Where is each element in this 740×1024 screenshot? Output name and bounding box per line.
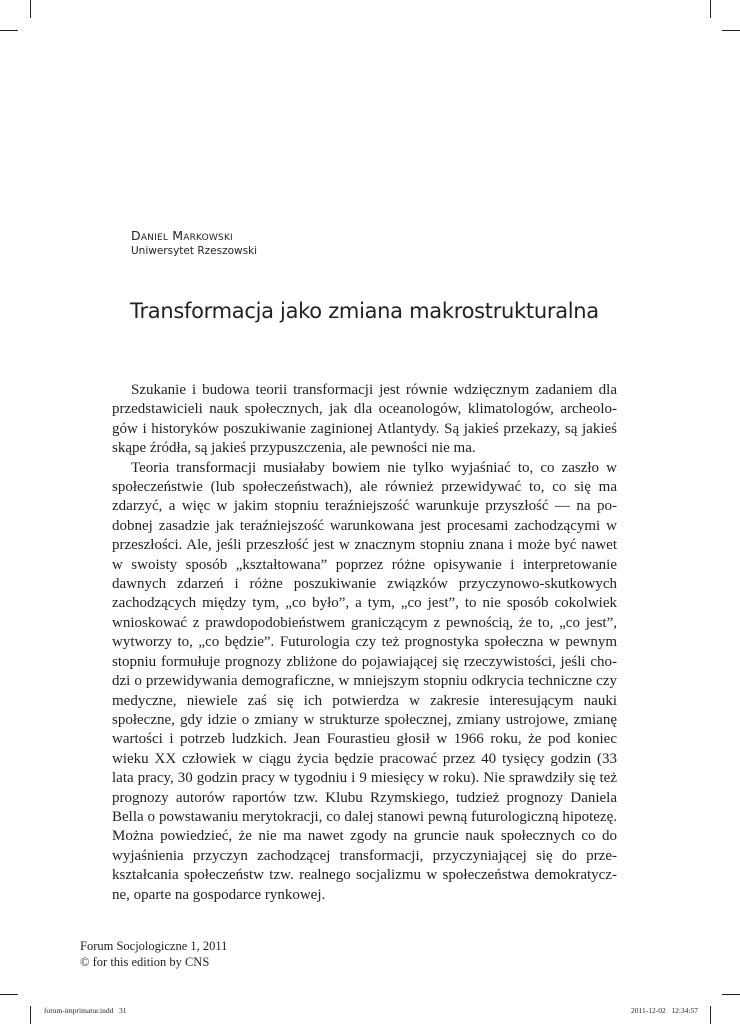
- paragraph-2: Teoria transformacji musiałaby bowiem nie tylko wyjaśniać to, co zaszło w społeczeństwie (lub społeczeństwach), ale również przewidywać to, co się ma zdarzyć, a więc w jakim stopniu teraźniejszość warunkuje przyszłość — na podobnej zasadzie jak teraźniejszość warunkowana jest procesami zachodzącymi w przeszłości. Ale, jeśli przeszłość jest w znacznym stopniu znana i może być nawet w swoisty sposób „kształtowana” poprzez różne opisywanie i interpretowanie dawnych zdarzeń i różne poszukiwanie związków przyczynowo-skutkowych zachodzących między tym, „co było”, a tym, „co jest”, to nie sposób cokolwiek wnioskować z prawdopodobieństwem graniczącym z pewnością, że to, „co jest”, wytworzy to, „co będzie”. Futurologia czy też prognostyka społeczna w pewnym stopniu formułuje prognozy zbliżone do pojawiającej się rzeczywistości, jeśli chodzi o przewidywania demograficzne, w mniejszym stopniu odkrycia techniczne czy medyczne, niewiele zaś się ich potwierdza w zakresie interesującym nauki społeczne, gdy idzie o zmiany w strukturze społecznej, zmiany ustrojowe, zmianę wartości i potrzeb ludzkich. Jean Fourastieu głosił w 1966 roku, że pod koniec wieku XX człowiek w ciągu życia będzie pracować przez 40 tysięcy godzin (33 lata pracy, 30 godzin pracy w tygodniu i 9 miesięcy w roku). Nie sprawdziły się też prognozy autorów raportów tzw. Klubu Rzymskiego, tudzież prognozy Daniela Bella o powstawaniu merytokracji, co dalej stanowi pewną futurologiczną hipotezę. Można powiedzieć, że nie ma nawet zgody na gruncie nauk społecznych co do wyjaśnienia przyczyn zachodzącej transformacji, przyczyniającej się do przekształcania społeczeństw tzw. realnego socjalizmu w społeczeństwa demokratyczne, oparte na gospodarce rynkowej.: [112, 459, 617, 903]
- copyright-notice: © for this edition by CNS: [80, 955, 210, 969]
- crop-mark-bottom-left-horizontal: [0, 994, 18, 995]
- article-body: [112, 381, 617, 905]
- paragraph-1: Szukanie i budowa teorii transformacji jest równie wdzięcznym zadaniem dla przedstawicieli nauk społecznych, jak dla oceanologów, klimatologów, archeologów i historyków poszukiwanie zaginionej Atlantydy. Są jakieś przekazy, są jakieś skąpe źródła, są jakieś przypuszczenia, ale pewności nie ma.: [112, 382, 617, 457]
- slug-file-name: forum-imprimatur.indd 31: [44, 1006, 127, 1015]
- crop-mark-bottom-right-horizontal: [722, 994, 740, 995]
- author-affiliation: Uniwersytet Rzeszowski: [131, 245, 258, 257]
- crop-mark-top-right-vertical: [710, 0, 711, 18]
- crop-mark-bottom-right-vertical: [710, 1006, 711, 1024]
- journal-footer: [80, 938, 227, 970]
- author-name: Daniel Markowski: [131, 228, 233, 243]
- journal-citation: Forum Socjologiczne 1, 2011: [80, 939, 228, 953]
- article-title: Transformacja jako zmiana makrostrukturalna: [130, 299, 599, 323]
- crop-mark-bottom-left-vertical: [30, 1006, 31, 1024]
- crop-mark-top-right-horizontal: [722, 30, 740, 31]
- crop-mark-top-left-vertical: [30, 0, 31, 18]
- crop-mark-top-left-horizontal: [0, 30, 18, 31]
- slug-timestamp: 2011-12-02 12:34:57: [630, 1006, 698, 1015]
